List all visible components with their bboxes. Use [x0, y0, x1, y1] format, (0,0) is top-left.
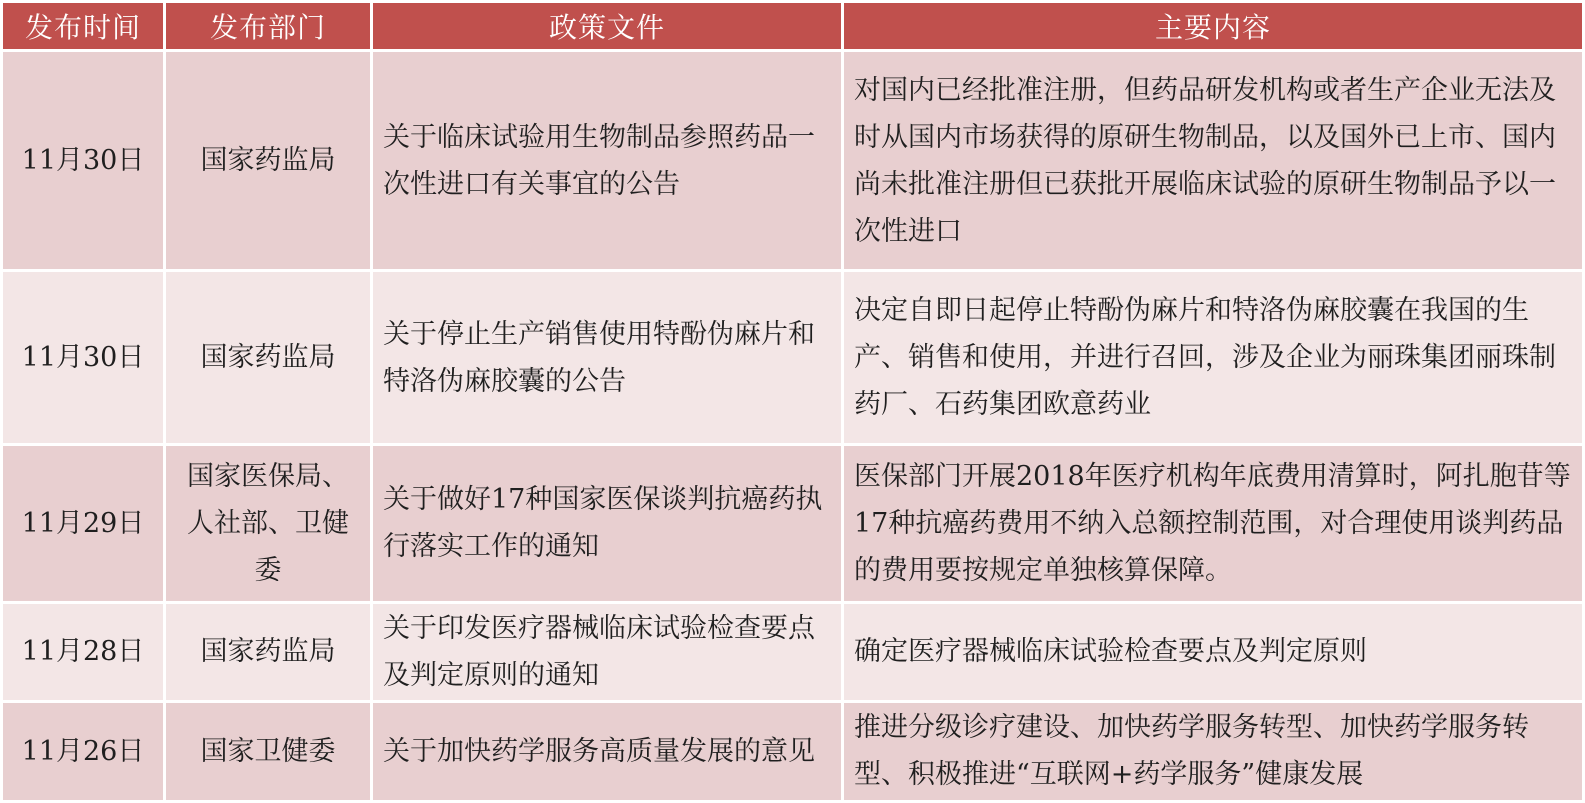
cell-department: 国家药监局	[166, 52, 370, 269]
cell-document: 关于停止生产销售使用特酚伪麻片和特洛伪麻胶囊的公告	[373, 272, 841, 443]
cell-document: 关于临床试验用生物制品参照药品一次性进口有关事宜的公告	[373, 52, 841, 269]
cell-document: 关于加快药学服务高质量发展的意见	[373, 703, 841, 800]
table-row	[3, 446, 1582, 601]
header-document: 政策文件	[373, 3, 841, 49]
table-header-row	[3, 3, 1582, 49]
cell-date: 11月29日	[3, 446, 163, 601]
cell-department: 国家药监局	[166, 272, 370, 443]
cell-content: 确定医疗器械临床试验检查要点及判定原则	[844, 604, 1582, 699]
cell-date: 11月30日	[3, 272, 163, 443]
cell-content: 对国内已经批准注册，但药品研发机构或者生产企业无法及时从国内市场获得的原研生物制品，以及国外已上市、国内尚未批准注册但已获批开展临床试验的原研生物制品予以一次性进口	[844, 52, 1582, 269]
table-row	[3, 272, 1582, 443]
header-department: 发布部门	[166, 3, 370, 49]
cell-content: 决定自即日起停止特酚伪麻片和特洛伪麻胶囊在我国的生产、销售和使用，并进行召回，涉及企业为丽珠集团丽珠制药厂、石药集团欧意药业	[844, 272, 1582, 443]
header-date: 发布时间	[3, 3, 163, 49]
cell-department: 国家药监局	[166, 604, 370, 699]
cell-document: 关于做好17种国家医保谈判抗癌药执行落实工作的通知	[373, 446, 841, 601]
table-row	[3, 52, 1582, 269]
table-row	[3, 604, 1582, 699]
cell-content: 医保部门开展2018年医疗机构年底费用清算时，阿扎胞苷等17种抗癌药费用不纳入总额控制范围，对合理使用谈判药品的费用要按规定单独核算保障。	[844, 446, 1582, 601]
cell-date: 11月28日	[3, 604, 163, 699]
cell-department: 国家医保局、人社部、卫健委	[166, 446, 370, 601]
table-row	[3, 703, 1582, 800]
cell-date: 11月30日	[3, 52, 163, 269]
header-content: 主要内容	[844, 3, 1582, 49]
cell-date: 11月26日	[3, 703, 163, 800]
cell-content: 推进分级诊疗建设、加快药学服务转型、加快药学服务转型、积极推进“互联网+药学服务”健康发展	[844, 703, 1582, 800]
cell-department: 国家卫健委	[166, 703, 370, 800]
cell-document: 关于印发医疗器械临床试验检查要点及判定原则的通知	[373, 604, 841, 699]
